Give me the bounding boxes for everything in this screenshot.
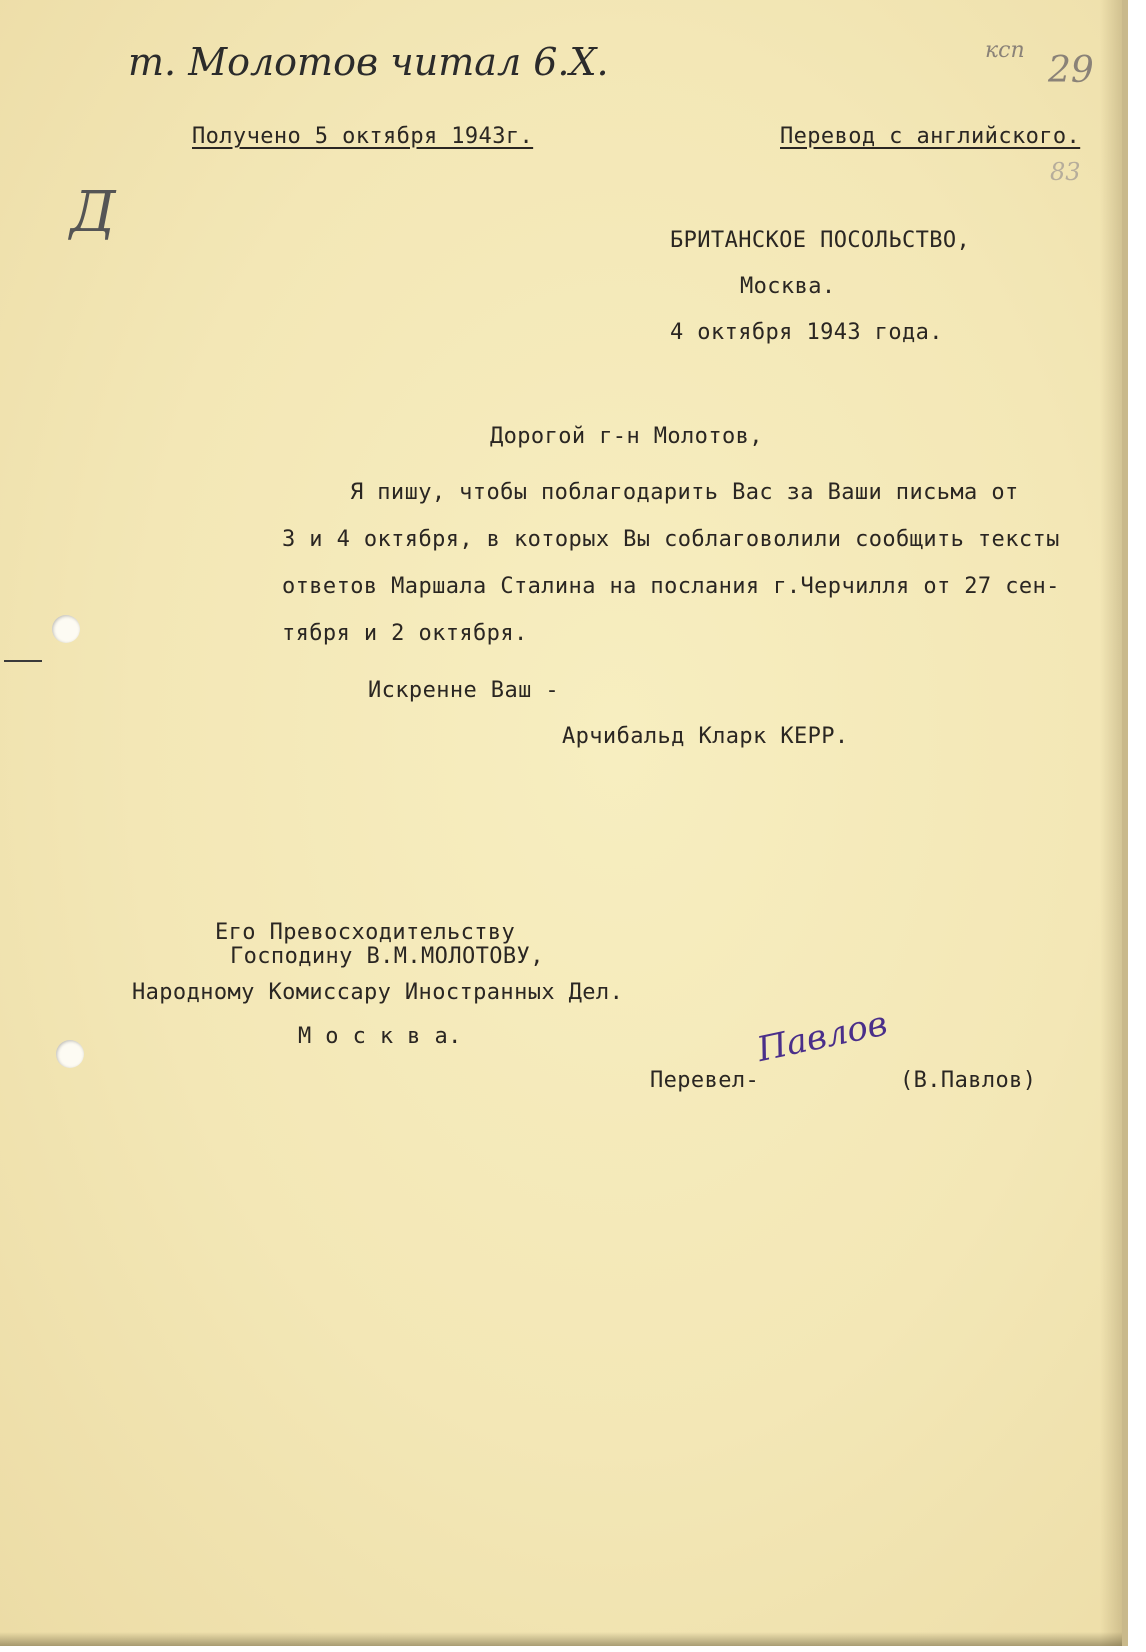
pencil-corner-number: 83 bbox=[1050, 158, 1081, 186]
pencil-small-note: ксп bbox=[985, 38, 1025, 63]
addressee-line: Народному Комиссару Иностранных Дел. bbox=[132, 980, 624, 1005]
received-date: Получено 5 октября 1943г. bbox=[192, 124, 534, 149]
sender-city: Москва. bbox=[740, 274, 836, 299]
sender-signature-name: Арчибальд Кларк КЕРР. bbox=[562, 724, 849, 749]
handwritten-note: т. Молотов читал 6.X. bbox=[128, 40, 609, 84]
page-edge-shadow bbox=[1100, 0, 1122, 1646]
punch-hole bbox=[56, 1040, 84, 1068]
letter-date: 4 октября 1943 года. bbox=[670, 320, 943, 345]
translation-note: Перевод с английского. bbox=[780, 124, 1081, 149]
translator-signature: Павлов bbox=[753, 1003, 891, 1070]
body-line: 3 и 4 октября, в которых Вы соблаговолили сообщить тексты bbox=[282, 527, 1060, 552]
salutation: Дорогой г-н Молотов, bbox=[490, 424, 763, 449]
margin-tick bbox=[4, 660, 42, 662]
pencil-page-number: 29 bbox=[1048, 50, 1094, 91]
addressee-city: М о с к в а. bbox=[298, 1024, 462, 1049]
margin-handwritten-mark: Д bbox=[70, 180, 116, 245]
punch-hole bbox=[52, 615, 80, 643]
sender-organization: БРИТАНСКОЕ ПОСОЛЬСТВО, bbox=[670, 228, 971, 253]
addressee-line: Господину В.М.МОЛОТОВУ, bbox=[230, 944, 544, 969]
translator-name: (В.Павлов) bbox=[900, 1068, 1037, 1093]
page-bottom-shadow bbox=[0, 1632, 1122, 1646]
translator-label: Перевел- bbox=[650, 1068, 760, 1093]
body-line: тября и 2 октября. bbox=[282, 621, 528, 646]
addressee-line: Его Превосходительству bbox=[215, 920, 516, 945]
closing: Искренне Ваш - bbox=[368, 678, 560, 703]
body-line: ответов Маршала Сталина на послания г.Черчилля от 27 сен- bbox=[282, 574, 1060, 599]
body-line: Я пишу, чтобы поблагодарить Вас за Ваши письма от bbox=[350, 480, 1019, 505]
